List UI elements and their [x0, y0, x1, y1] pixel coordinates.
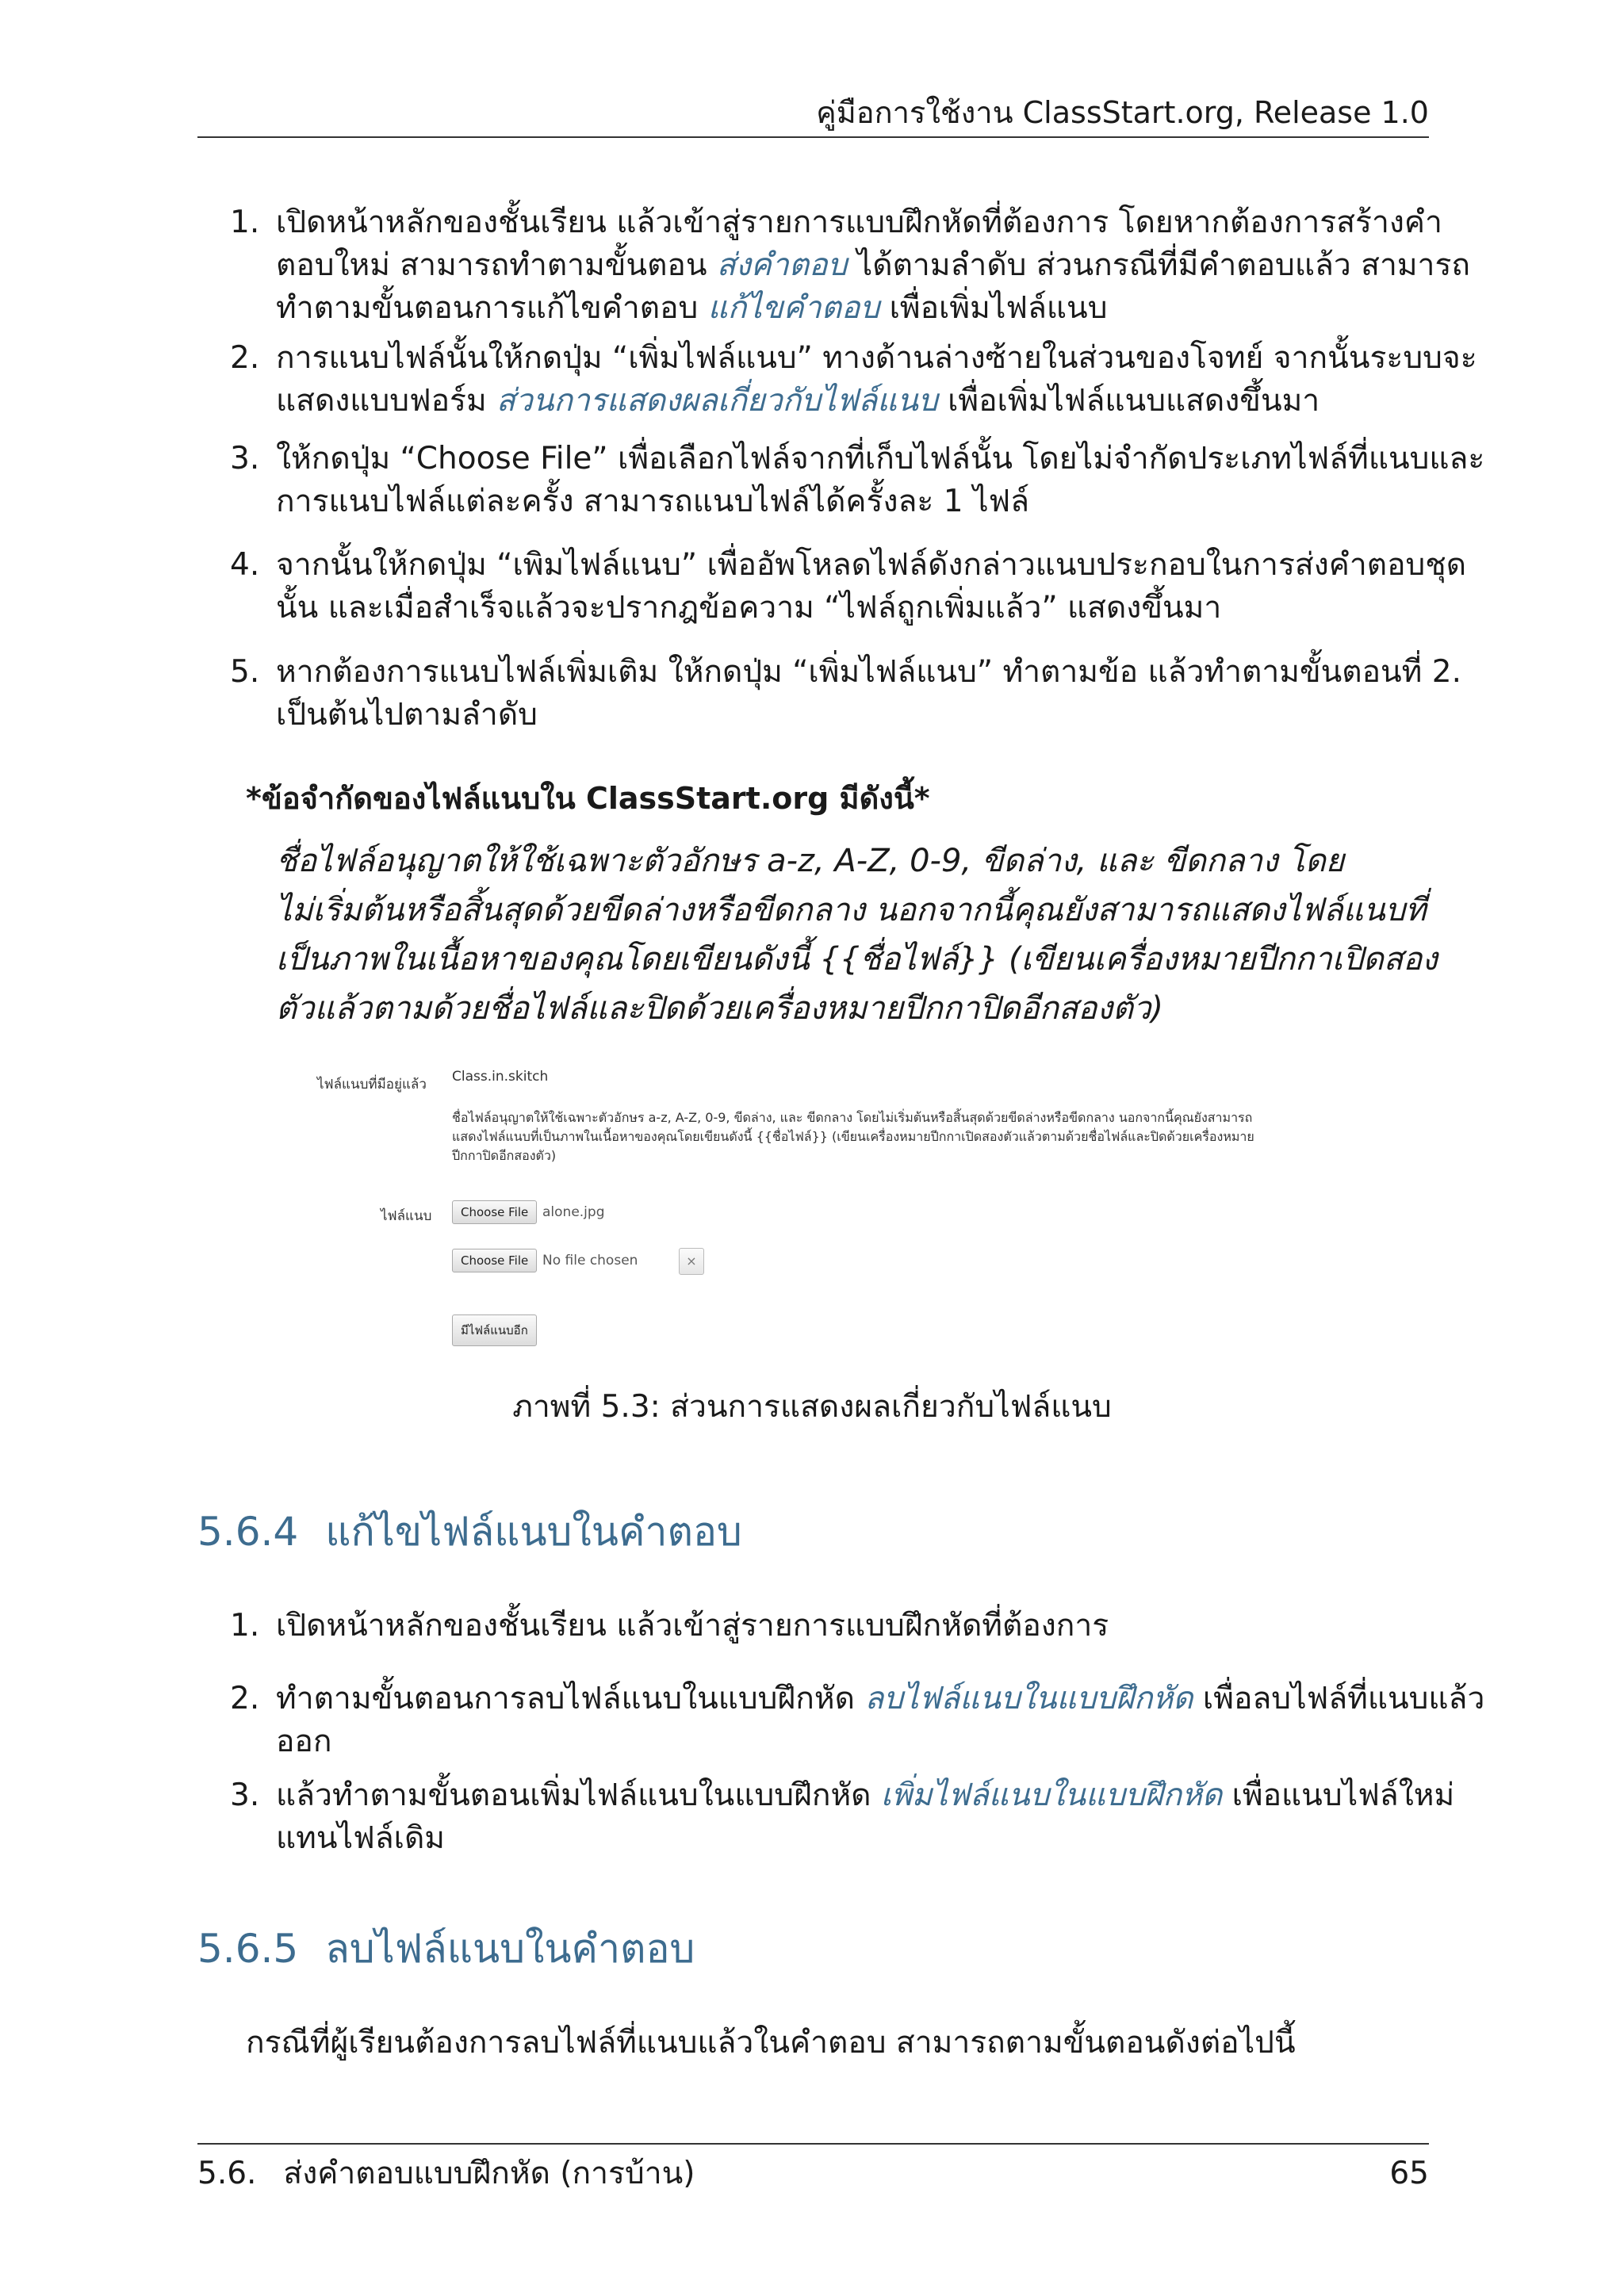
filename-help-line: แสดงไฟล์แนบที่เป็นภาพในเนื้อหาของคุณโดยเขียนดังนี้ {{ชื่อไฟล์}} (เขียนเครื่องหมายปีกกาเปิดสองตัวแล้วตามด้วยชื่อไฟล์และปิดด้วยเครื่องหมาย: [452, 1129, 1254, 1144]
list-item-number: 2.: [230, 1681, 260, 1716]
filename-help-line: ปีกกาปิดอีกสองตัว): [452, 1148, 557, 1163]
list-item-text: [276, 544, 1467, 629]
text-line: [276, 587, 1429, 629]
running-title: คู่มือการใช้งาน ClassStart.org, Release 1.0: [816, 95, 1429, 130]
footer-section-title: ส่งคำตอบแบบฝึกหัด (การบ้าน): [283, 2156, 695, 2191]
list-item-text: [276, 1605, 1429, 1647]
text-line: [276, 1720, 1429, 1763]
section-number: 5.6.4: [197, 1509, 299, 1555]
text-line: [276, 380, 1429, 423]
choose-file-button[interactable]: Choose File: [452, 1249, 537, 1272]
list-item-text: [276, 1774, 1455, 1860]
text-line: [276, 544, 1467, 587]
text-segment: นั้น และเมื่อสำเร็จแล้วจะปรากฎข้อความ “ไฟล์ถูกเพิ่มแล้ว” แสดงขึ้นมา: [276, 590, 1222, 626]
list-item: [230, 544, 1467, 629]
existing-file-name[interactable]: Class.in.skitch: [452, 1069, 549, 1085]
list-item: [230, 1774, 1455, 1860]
no-file-status: No file chosen: [542, 1253, 638, 1269]
note-body: [276, 836, 1438, 1033]
section-title-text: แก้ไขไฟล์แนบในคำตอบ: [325, 1509, 742, 1555]
text-line: [276, 244, 1471, 287]
text-line: [276, 1605, 1429, 1647]
list-item-number: 1.: [230, 1608, 260, 1644]
list-item-text: [276, 201, 1471, 330]
text-segment: เปิดหน้าหลักของชั้นเรียน แล้วเข้าสู่รายการแบบฝึกหัดที่ต้องการ โดยหากต้องการสร้างคำ: [276, 205, 1442, 240]
list-item-text: [276, 438, 1485, 523]
text-segment: แสดงแบบฟอร์ม: [276, 383, 497, 419]
page-number: 65: [1389, 2156, 1429, 2191]
text-line: [276, 480, 1429, 523]
list-item-text: [276, 337, 1477, 423]
text-line: [276, 337, 1477, 380]
text-line: [276, 651, 1461, 694]
note-line: ชื่อไฟล์อนุญาตให้ใช้เฉพาะตัวอักษร a-z, A-Z, 0-9, ขีดล่าง, และ ขีดกลาง โดย: [276, 843, 1345, 879]
list-item: [230, 337, 1477, 423]
text-segment: แล้วทำตามขั้นตอนเพิ่มไฟล์แนบในแบบฝึกหัด: [276, 1777, 881, 1813]
section-title-text: ลบไฟล์แนบในคำตอบ: [325, 1926, 695, 1972]
cross-reference-link[interactable]: แก้ไขคำตอบ: [707, 290, 880, 326]
text-line: [276, 438, 1485, 480]
text-segment: เพื่อลบไฟล์ที่แนบแล้ว: [1193, 1681, 1485, 1716]
filename-help-line: ชื่อไฟล์อนุญาตให้ใช้เฉพาะตัวอักษร a-z, A-Z, 0-9, ขีดล่าง, และ ขีดกลาง โดยไม่เริ่มต้นหรือสิ้นสุดด้วยขีดล่างหรือขีดกลาง นอกจากนี้คุณยังสามารถ: [452, 1110, 1253, 1125]
text-line: [276, 694, 1429, 737]
attachment-field-label: ไฟล์แนบ: [381, 1208, 432, 1224]
footer-section: [197, 2152, 695, 2195]
note-line: ไม่เริ่มต้นหรือสิ้นสุดด้วยขีดล่างหรือขีดกลาง นอกจากนี้คุณยังสามารถแสดงไฟล์แนบที่: [276, 892, 1427, 928]
text-segment: ทำตามขั้นตอนการลบไฟล์แนบในแบบฝึกหัด: [276, 1681, 865, 1716]
text-segment: ออก: [276, 1724, 332, 1759]
add-more-attachment-button[interactable]: มีไฟล์แนบอีก: [452, 1314, 537, 1346]
text-segment: เพื่อเพิ่มไฟล์แนบแสดงขึ้นมา: [937, 383, 1320, 419]
text-line: [276, 1817, 1429, 1860]
cross-reference-link[interactable]: ลบไฟล์แนบในแบบฝึกหัด: [864, 1681, 1193, 1716]
text-segment: เพื่อเพิ่มไฟล์แนบ: [879, 290, 1108, 326]
text-segment: การแนบไฟล์แต่ละครั้ง สามารถแนบไฟล์ได้ครั้งละ 1 ไฟล์: [276, 484, 1030, 519]
text-segment: จากนั้นให้กดปุ่ม “เพิมไฟล์แนบ” เพื่ออัพโหลดไฟล์ดังกล่าวแนบประกอบในการส่งคำตอบชุด: [276, 547, 1467, 583]
text-line: [276, 1678, 1485, 1720]
list-item-number: 1.: [230, 205, 260, 240]
intro-paragraph: กรณีที่ผู้เรียนต้องการลบไฟล์ที่แนบแล้วในคำตอบ สามารถตามขั้นตอนดังต่อไปนี้: [246, 2025, 1296, 2061]
list-item: [230, 201, 1471, 330]
list-item: [230, 1605, 1429, 1647]
text-segment: เปิดหน้าหลักของชั้นเรียน แล้วเข้าสู่รายการแบบฝึกหัดที่ต้องการ: [276, 1608, 1109, 1644]
list-item: [230, 1678, 1485, 1763]
text-segment: ให้กดปุ่ม “Choose File” เพื่อเลือกไฟล์จากที่เก็บไฟล์นั้น โดยไม่จำกัดประเภทไฟล์ที่แนบและ: [276, 441, 1485, 476]
text-segment: การแนบไฟล์นั้นให้กดปุ่ม “เพิ่มไฟล์แนบ” ทางด้านล่างซ้ายในส่วนของโจทย์ จากนั้นระบบจะ: [276, 340, 1477, 376]
page-footer: [197, 2143, 1429, 2195]
section-heading-delete-attachment: [197, 1923, 695, 1974]
list-item-text: [276, 1678, 1485, 1763]
cross-reference-link[interactable]: เพิ่มไฟล์แนบในแบบฝึกหัด: [880, 1777, 1223, 1813]
list-item: [230, 651, 1461, 737]
note-line: ตัวแล้วตามด้วยชื่อไฟล์และปิดด้วยเครื่องหมายปีกกาปิดอีกสองตัว): [276, 990, 1164, 1027]
remove-attachment-icon[interactable]: ×: [679, 1248, 704, 1275]
section-heading-edit-attachment: [197, 1506, 742, 1557]
cross-reference-link[interactable]: ส่งคำตอบ: [716, 247, 848, 283]
list-item-number: 2.: [230, 340, 260, 376]
choose-file-button[interactable]: Choose File: [452, 1200, 537, 1224]
list-item-number: 3.: [230, 1777, 260, 1813]
cross-reference-link[interactable]: ส่วนการแสดงผลเกี่ยวกับไฟล์แนบ: [496, 383, 938, 419]
list-item-number: 4.: [230, 547, 260, 583]
list-item-number: 3.: [230, 441, 260, 476]
page-header: [197, 94, 1429, 138]
text-segment: เพื่อแนบไฟล์ใหม่: [1222, 1777, 1455, 1813]
list-item-text: [276, 651, 1461, 737]
figure-caption: ภาพที่ 5.3: ส่วนการแสดงผลเกี่ยวกับไฟล์แนบ: [512, 1389, 1112, 1425]
section-number: 5.6.5: [197, 1926, 299, 1972]
text-segment: เป็นต้นไปตามลำดับ: [276, 697, 538, 733]
selected-file-name: alone.jpg: [542, 1204, 605, 1220]
footer-section-number: 5.6.: [197, 2156, 257, 2191]
text-line: [276, 201, 1442, 244]
attachment-form-screenshot: [309, 1054, 1340, 1364]
text-segment: แทนไฟล์เดิม: [276, 1820, 445, 1856]
note-line: เป็นภาพในเนื้อหาของคุณโดยเขียนดังนี้ {{ชื่อไฟล์}} (เขียนเครื่องหมายปีกกาเปิดสอง: [276, 941, 1438, 978]
text-segment: ทำตามขั้นตอนการแก้ไขคำตอบ: [276, 290, 708, 326]
text-line: [276, 287, 1429, 330]
text-segment: ได้ตามลำดับ ส่วนกรณีที่มีคำตอบแล้ว สามารถ: [847, 247, 1471, 283]
text-line: [276, 1774, 1455, 1817]
text-segment: หากต้องการแนบไฟล์เพิ่มเติม ให้กดปุ่ม “เพิ่มไฟล์แนบ” ทำตามข้อ แล้วทำตามขั้นตอนที่ 2.: [276, 654, 1461, 690]
list-item-number: 5.: [230, 654, 260, 690]
list-item: [230, 438, 1485, 523]
existing-attachments-label: ไฟล์แนบที่มีอยู่แล้ว: [317, 1077, 427, 1093]
text-segment: ตอบใหม่ สามารถทำตามขั้นตอน: [276, 247, 717, 283]
note-heading: *ข้อจำกัดของไฟล์แนบใน ClassStart.org มีดังนี้*: [246, 781, 930, 816]
